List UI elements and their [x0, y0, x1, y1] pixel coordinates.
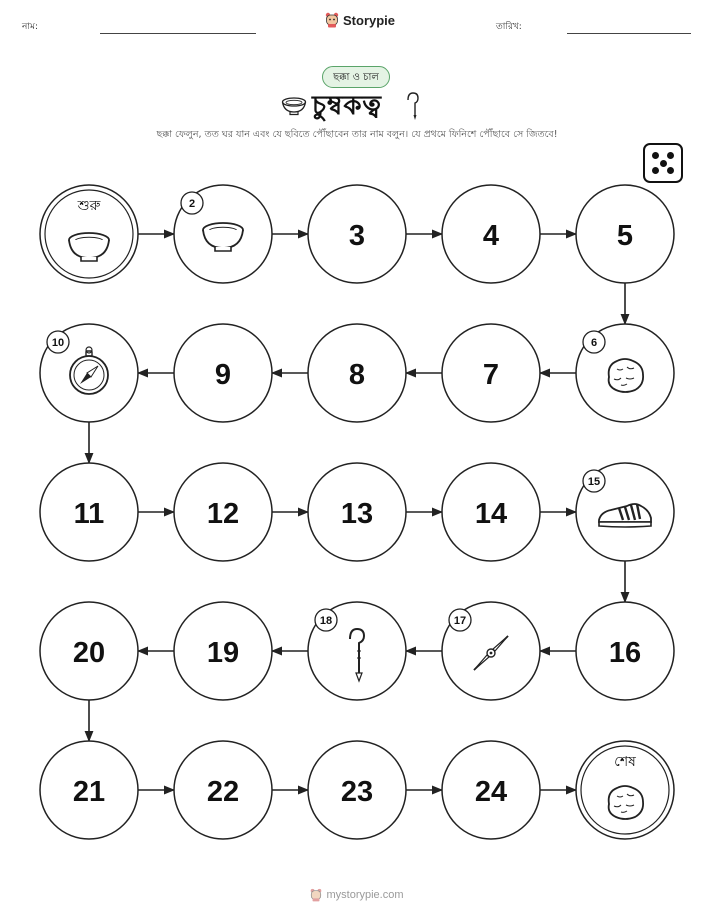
- board-cell-3: [308, 185, 406, 283]
- board-cell-2: [174, 185, 272, 283]
- board-cell-24: [442, 741, 540, 839]
- rock-icon: [609, 359, 643, 392]
- cell-number: 21: [72, 776, 106, 808]
- board-cells: [40, 185, 674, 839]
- board-cell-12: [174, 463, 272, 561]
- cell-number: 13: [340, 498, 374, 530]
- board-cell-22: [174, 741, 272, 839]
- cell-number: 7: [482, 359, 500, 391]
- cell-number: 4: [482, 220, 500, 252]
- cell-number: 23: [340, 776, 374, 808]
- brand-name: Storypie: [343, 12, 396, 28]
- board-cell-4: [442, 185, 540, 283]
- board-cell-8: [308, 324, 406, 422]
- board-cell-5: [576, 185, 674, 283]
- cell-number: 20: [72, 637, 106, 669]
- cell-number: 11: [73, 498, 105, 530]
- board-cell-1: [40, 185, 138, 283]
- game-type-tag: ছক্কা ও চাল: [322, 66, 390, 88]
- board-cell-13: [308, 463, 406, 561]
- footer-site: mystorypie.com: [326, 888, 404, 901]
- cell-number: 16: [608, 637, 642, 669]
- cell-badge-number: 2: [188, 198, 196, 210]
- board-cell-25: [576, 741, 674, 839]
- storypie-logo-icon: [310, 888, 322, 902]
- board-cell-10: [40, 324, 138, 422]
- board-cell-23: [308, 741, 406, 839]
- cell-number: 9: [214, 359, 232, 391]
- board-cell-21: [40, 741, 138, 839]
- name-label: নাম:: [22, 22, 39, 32]
- board-cell-6: [576, 324, 674, 422]
- finish-label: শেষ: [614, 754, 636, 770]
- cell-badge-number: 18: [319, 615, 333, 627]
- cell-number: 22: [206, 776, 240, 808]
- board-cell-7: [442, 324, 540, 422]
- cell-number: 24: [474, 776, 508, 808]
- board-cell-11: [40, 463, 138, 561]
- footer: [0, 888, 714, 902]
- page-title: চুম্বকত্ব: [312, 91, 383, 121]
- start-label: শুরু: [77, 198, 101, 214]
- board-cell-14: [442, 463, 540, 561]
- board-cell-18: [308, 602, 406, 700]
- instructions: ছক্কা ফেলুন, তত ঘর যান এবং যে ছবিতে পৌঁছাবেন তার নাম বলুন। যে প্রথমে ফিনিশে পৌঁছাবে সে জিতবে!: [156, 129, 558, 140]
- cell-number: 19: [206, 637, 240, 669]
- cell-badge-number: 10: [51, 337, 65, 349]
- board-cell-15: [576, 463, 674, 561]
- board-cell-16: [576, 602, 674, 700]
- board-cell-17: [442, 602, 540, 700]
- date-label: তারিখ:: [496, 22, 522, 32]
- cell-badge-number: 15: [587, 476, 601, 488]
- board-cell-9: [174, 324, 272, 422]
- rock-icon: [609, 786, 643, 819]
- cell-badge-number: 6: [590, 337, 598, 349]
- cell-number: 12: [206, 498, 240, 530]
- cell-number: 5: [616, 220, 634, 252]
- cell-badge-number: 17: [453, 615, 467, 627]
- cell-number: 14: [474, 498, 508, 530]
- board-cell-19: [174, 602, 272, 700]
- board-cell-20: [40, 602, 138, 700]
- cell-number: 8: [348, 359, 366, 391]
- cell-number: 3: [348, 220, 366, 252]
